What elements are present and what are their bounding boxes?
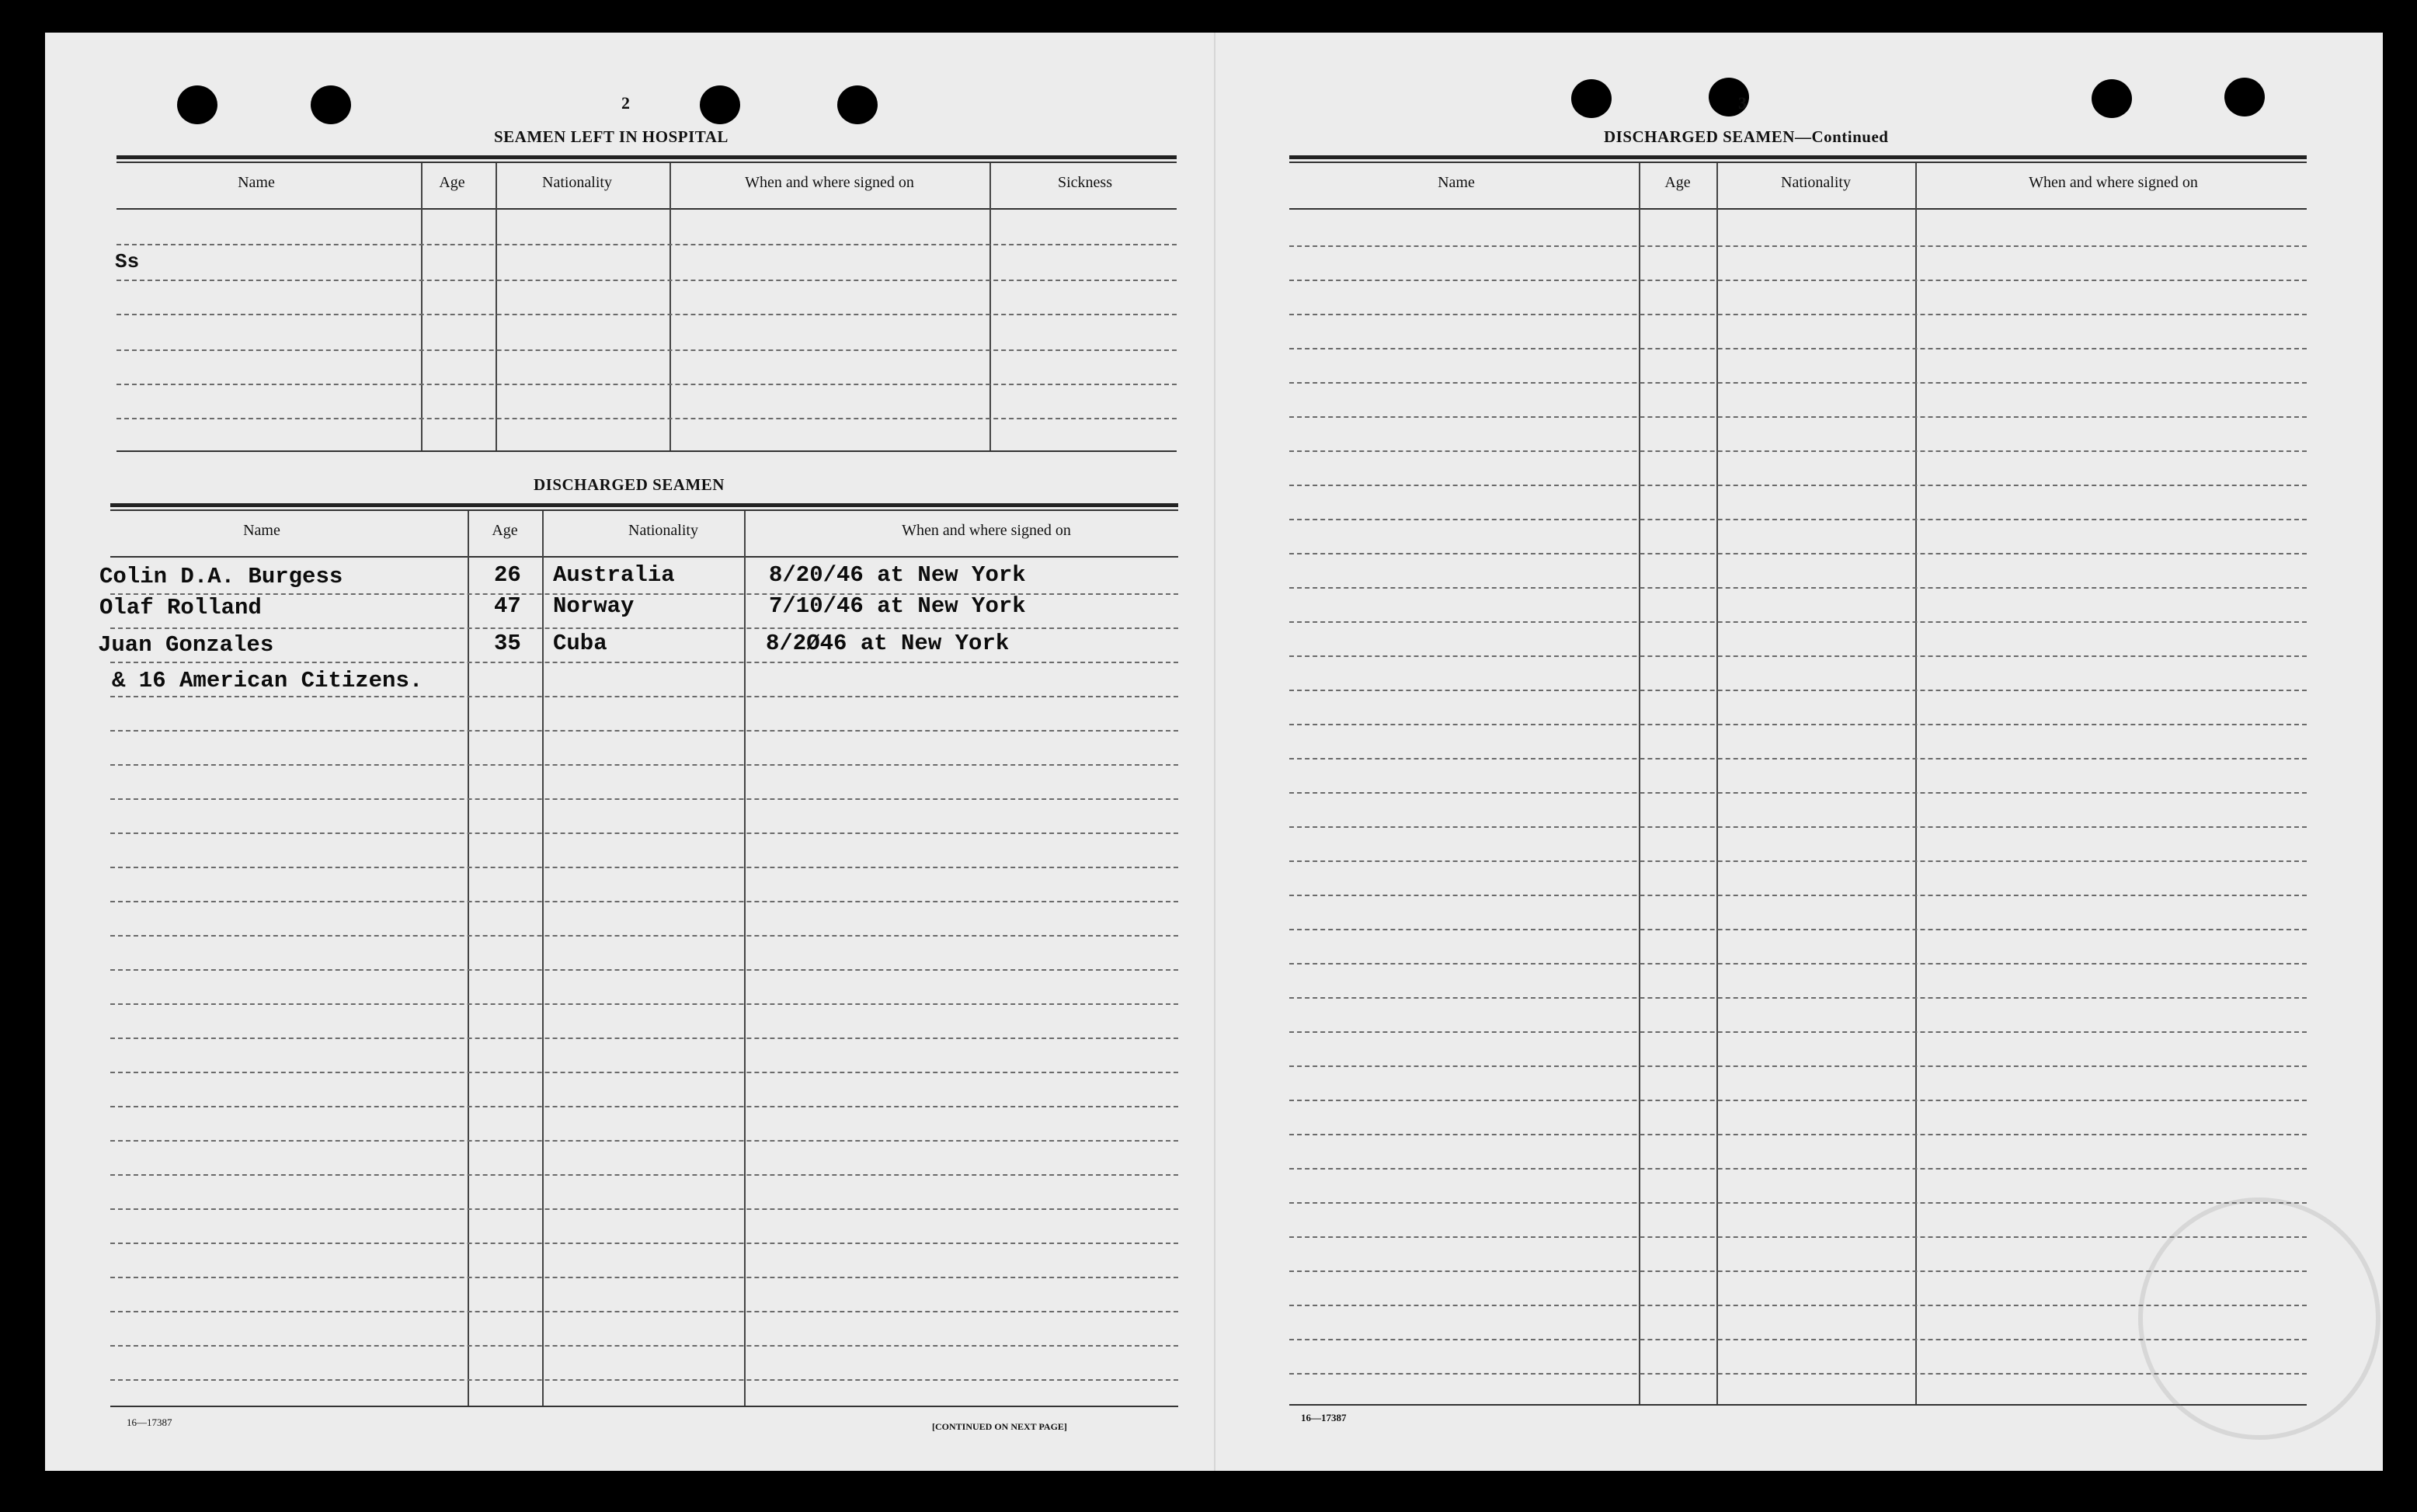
column-header: When and where signed on [745,174,914,191]
column-header: Age [1664,174,1691,191]
page-2 [45,33,1214,1471]
seaman-name: Juan Gonzales [98,632,274,658]
seaman-signed-on: 7/10/46 at New York [769,593,1026,619]
column-header: Name [1438,174,1475,191]
punch-hole [177,85,217,124]
page-number: 2 [621,93,630,113]
seaman-signed-on: 8/2Ø46 at New York [766,631,1010,656]
punch-hole [2224,78,2265,116]
title-suffix: —Continued [1794,127,1889,146]
seaman-nationality: Australia [553,562,675,588]
continued-note: [CONTINUED ON NEXT PAGE] [932,1421,1067,1432]
punch-hole [700,85,740,124]
form-number: 16—17387 [1301,1412,1347,1423]
column-header: Age [492,522,518,539]
seaman-nationality: Norway [553,593,635,619]
seaman-name: Olaf Rolland [99,595,262,620]
seaman-age: 26 [494,562,521,588]
citizens-note: & 16 American Citizens. [112,668,423,693]
page-3 [1214,33,2383,1471]
seaman-age: 35 [494,631,521,656]
document-sheet [45,33,2383,1471]
discharged-section-title: DISCHARGED SEAMEN [534,475,725,494]
discharged-continued-title [1604,127,1888,147]
stamp-mark [2138,1197,2380,1440]
column-header: Name [238,174,275,191]
column-header: Sickness [1058,174,1112,191]
hospital-mark: Ss [115,250,140,273]
punch-hole [837,85,878,124]
column-header: Name [243,522,280,539]
column-header: Nationality [542,174,612,191]
column-header: Age [439,174,465,191]
column-header: When and where signed on [902,522,1071,539]
seaman-age: 47 [494,593,521,619]
seaman-nationality: Cuba [553,631,607,656]
seaman-signed-on: 8/20/46 at New York [769,562,1026,588]
page-number: 3 [1738,93,1747,113]
punch-hole [2092,79,2132,118]
punch-hole [1571,79,1612,118]
column-header: Nationality [1781,174,1851,191]
seaman-name: Colin D.A. Burgess [99,564,343,589]
column-header: When and where signed on [2029,174,2198,191]
form-number: 16—17387 [127,1416,172,1428]
title-text: DISCHARGED SEAMEN [1604,127,1795,146]
punch-hole [311,85,351,124]
column-header: Nationality [628,522,698,539]
hospital-section-title: SEAMEN LEFT IN HOSPITAL [494,127,729,146]
